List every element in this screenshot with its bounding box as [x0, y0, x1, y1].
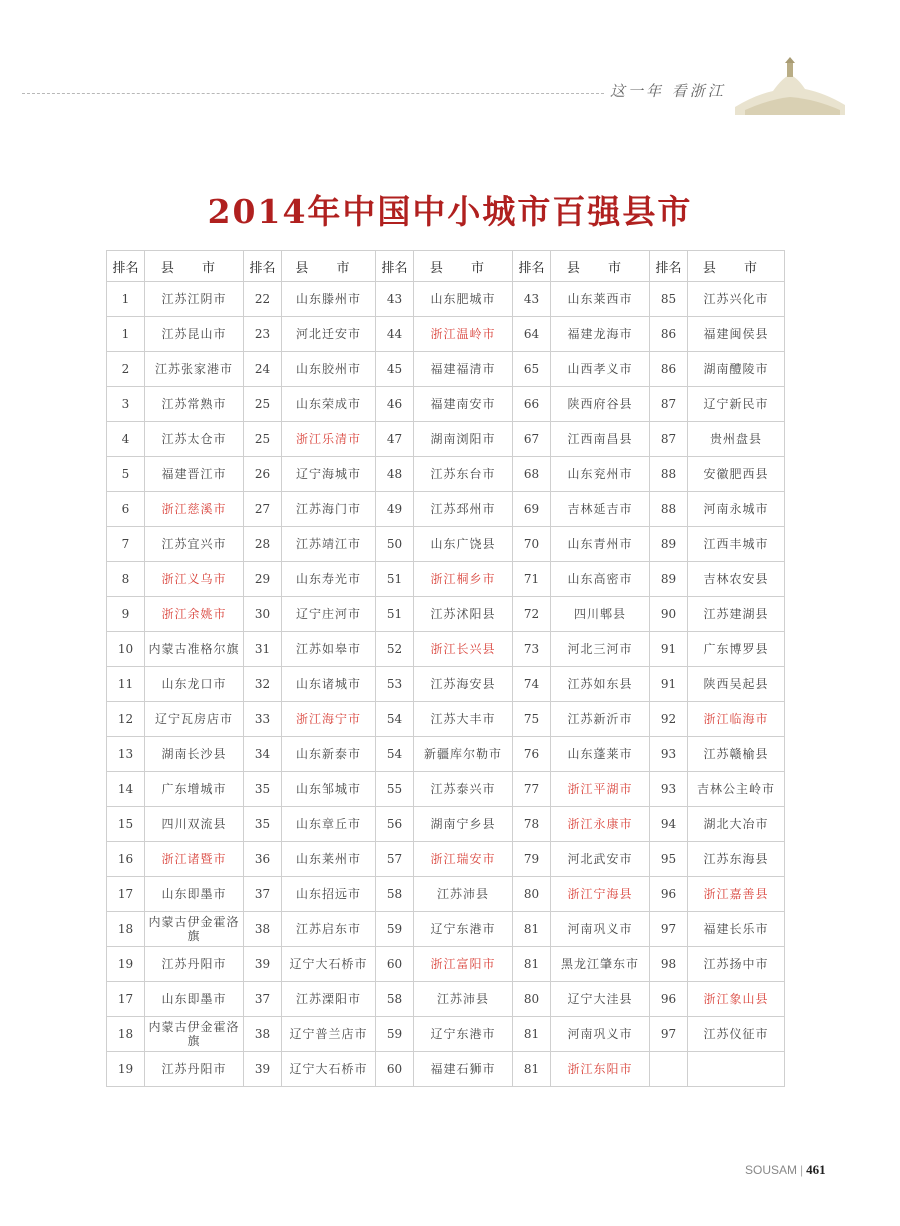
county-cell: 广东博罗县 [688, 632, 785, 667]
rank-cell: 8 [107, 562, 145, 597]
rank-cell: 45 [376, 352, 414, 387]
page-footer [745, 1162, 826, 1178]
rank-cell: 13 [107, 737, 145, 772]
county-cell: 江苏昆山市 [145, 317, 244, 352]
county-cell: 江苏仪征市 [688, 1017, 785, 1052]
county-cell: 江苏启东市 [282, 912, 376, 947]
rank-cell: 77 [513, 772, 551, 807]
rank-cell: 74 [513, 667, 551, 702]
rank-cell: 37 [244, 877, 282, 912]
column-header-rank: 排名 [513, 251, 551, 282]
county-cell: 江苏丹阳市 [145, 947, 244, 982]
rank-cell: 18 [107, 1017, 145, 1052]
rank-cell: 33 [244, 702, 282, 737]
county-cell: 江苏丹阳市 [145, 1052, 244, 1087]
county-cell-zhejiang: 浙江平湖市 [551, 772, 650, 807]
county-cell: 河南永城市 [688, 492, 785, 527]
county-cell: 山东诸城市 [282, 667, 376, 702]
rank-cell: 66 [513, 387, 551, 422]
county-cell: 湖北大冶市 [688, 807, 785, 842]
rank-cell: 81 [513, 1017, 551, 1052]
county-cell: 江苏东海县 [688, 842, 785, 877]
rank-cell: 56 [376, 807, 414, 842]
rank-cell: 49 [376, 492, 414, 527]
county-cell: 内蒙古伊金霍洛旗 [145, 912, 244, 947]
table-row [107, 457, 785, 492]
county-cell: 贵州盘县 [688, 422, 785, 457]
rank-cell: 76 [513, 737, 551, 772]
rank-cell: 16 [107, 842, 145, 877]
table-row [107, 737, 785, 772]
ranking-table [106, 250, 785, 1087]
county-cell-zhejiang: 浙江永康市 [551, 807, 650, 842]
rank-cell: 14 [107, 772, 145, 807]
table-row [107, 352, 785, 387]
table-row [107, 422, 785, 457]
county-cell: 河北武安市 [551, 842, 650, 877]
rank-cell: 43 [513, 282, 551, 317]
county-cell: 山东广饶县 [414, 527, 513, 562]
county-cell: 江苏宜兴市 [145, 527, 244, 562]
rank-cell: 81 [513, 947, 551, 982]
rank-cell: 5 [107, 457, 145, 492]
rank-cell: 80 [513, 877, 551, 912]
county-cell-zhejiang: 浙江乐清市 [282, 422, 376, 457]
county-cell: 河北迁安市 [282, 317, 376, 352]
county-cell: 新疆库尔勒市 [414, 737, 513, 772]
rank-cell: 86 [650, 317, 688, 352]
rank-cell: 12 [107, 702, 145, 737]
rank-cell: 97 [650, 1017, 688, 1052]
rank-cell: 17 [107, 877, 145, 912]
header-dashed-rule [22, 93, 604, 94]
rank-cell: 52 [376, 632, 414, 667]
county-cell: 辽宁普兰店市 [282, 1017, 376, 1052]
county-cell: 山东莱西市 [551, 282, 650, 317]
table-row [107, 597, 785, 632]
rank-cell: 95 [650, 842, 688, 877]
county-cell: 江苏建湖县 [688, 597, 785, 632]
table-row [107, 492, 785, 527]
table-row [107, 667, 785, 702]
county-cell: 江苏常熟市 [145, 387, 244, 422]
county-cell: 山东胶州市 [282, 352, 376, 387]
county-cell: 江苏靖江市 [282, 527, 376, 562]
county-cell: 辽宁大洼县 [551, 982, 650, 1017]
county-cell: 江苏张家港市 [145, 352, 244, 387]
county-cell: 四川双流县 [145, 807, 244, 842]
county-cell: 福建龙海市 [551, 317, 650, 352]
rank-cell: 81 [513, 912, 551, 947]
county-cell: 山东兖州市 [551, 457, 650, 492]
county-cell-zhejiang: 浙江桐乡市 [414, 562, 513, 597]
column-header-county: 县 市 [145, 251, 244, 282]
column-header-county: 县 市 [688, 251, 785, 282]
county-cell: 山东新泰市 [282, 737, 376, 772]
rank-cell: 29 [244, 562, 282, 597]
rank-cell: 87 [650, 422, 688, 457]
table-row [107, 632, 785, 667]
table-row [107, 877, 785, 912]
rank-cell: 32 [244, 667, 282, 702]
county-cell-zhejiang: 浙江富阳市 [414, 947, 513, 982]
county-cell: 陕西府谷县 [551, 387, 650, 422]
county-cell: 江苏太仓市 [145, 422, 244, 457]
county-cell: 山东章丘市 [282, 807, 376, 842]
county-cell-zhejiang: 浙江余姚市 [145, 597, 244, 632]
rank-cell: 22 [244, 282, 282, 317]
county-cell-zhejiang: 浙江温岭市 [414, 317, 513, 352]
rank-cell: 30 [244, 597, 282, 632]
rank-cell: 53 [376, 667, 414, 702]
table-row [107, 807, 785, 842]
county-cell: 江苏沛县 [414, 877, 513, 912]
rank-cell: 18 [107, 912, 145, 947]
rank-cell: 96 [650, 877, 688, 912]
county-cell: 江苏新沂市 [551, 702, 650, 737]
rank-cell: 98 [650, 947, 688, 982]
county-cell: 江苏兴化市 [688, 282, 785, 317]
county-cell: 广东增城市 [145, 772, 244, 807]
rank-cell: 28 [244, 527, 282, 562]
county-cell: 福建长乐市 [688, 912, 785, 947]
rank-cell: 58 [376, 877, 414, 912]
table-row [107, 982, 785, 1017]
column-header-county: 县 市 [282, 251, 376, 282]
column-header-county: 县 市 [551, 251, 650, 282]
county-cell: 山东邹城市 [282, 772, 376, 807]
county-cell: 山东高密市 [551, 562, 650, 597]
county-cell-zhejiang: 浙江东阳市 [551, 1052, 650, 1087]
rank-cell: 79 [513, 842, 551, 877]
rank-cell: 48 [376, 457, 414, 492]
county-cell: 山西孝义市 [551, 352, 650, 387]
county-cell: 山东蓬莱市 [551, 737, 650, 772]
county-cell: 安徽肥西县 [688, 457, 785, 492]
rank-cell: 11 [107, 667, 145, 702]
county-cell-zhejiang: 浙江义乌市 [145, 562, 244, 597]
county-cell: 江苏泰兴市 [414, 772, 513, 807]
rank-cell: 7 [107, 527, 145, 562]
rank-cell: 19 [107, 1052, 145, 1087]
county-cell: 山东寿光市 [282, 562, 376, 597]
rank-cell: 75 [513, 702, 551, 737]
county-cell: 江苏海门市 [282, 492, 376, 527]
rank-cell: 88 [650, 457, 688, 492]
rank-cell: 91 [650, 667, 688, 702]
column-header-county: 县 市 [414, 251, 513, 282]
rank-cell: 19 [107, 947, 145, 982]
rank-cell: 2 [107, 352, 145, 387]
county-cell: 江苏邳州市 [414, 492, 513, 527]
rank-cell: 15 [107, 807, 145, 842]
table-row [107, 947, 785, 982]
county-cell-zhejiang: 浙江嘉善县 [688, 877, 785, 912]
county-cell: 辽宁海城市 [282, 457, 376, 492]
county-cell: 福建石狮市 [414, 1052, 513, 1087]
rank-cell: 1 [107, 317, 145, 352]
county-cell: 山东滕州市 [282, 282, 376, 317]
county-cell: 辽宁东港市 [414, 912, 513, 947]
rank-cell: 85 [650, 282, 688, 317]
county-cell-zhejiang: 浙江海宁市 [282, 702, 376, 737]
rank-cell: 6 [107, 492, 145, 527]
rank-cell: 23 [244, 317, 282, 352]
rank-cell: 60 [376, 947, 414, 982]
county-cell: 江苏江阴市 [145, 282, 244, 317]
county-cell: 江苏扬中市 [688, 947, 785, 982]
rank-cell: 25 [244, 387, 282, 422]
rank-cell: 31 [244, 632, 282, 667]
rank-cell: 34 [244, 737, 282, 772]
rank-cell: 44 [376, 317, 414, 352]
county-cell: 江苏溧阳市 [282, 982, 376, 1017]
table-row [107, 527, 785, 562]
table-row [107, 702, 785, 737]
rank-cell: 50 [376, 527, 414, 562]
county-cell-zhejiang: 浙江长兴县 [414, 632, 513, 667]
rank-cell: 25 [244, 422, 282, 457]
rank-cell: 89 [650, 527, 688, 562]
county-cell: 辽宁新民市 [688, 387, 785, 422]
rank-cell: 80 [513, 982, 551, 1017]
county-cell: 吉林延吉市 [551, 492, 650, 527]
county-cell: 福建闽侯县 [688, 317, 785, 352]
county-cell: 山东龙口市 [145, 667, 244, 702]
county-cell: 辽宁大石桥市 [282, 1052, 376, 1087]
county-cell: 江苏赣榆县 [688, 737, 785, 772]
county-cell: 湖南浏阳市 [414, 422, 513, 457]
rank-cell: 27 [244, 492, 282, 527]
page-title: 2014年中国中小城市百强县市 [207, 192, 693, 231]
county-cell: 江苏大丰市 [414, 702, 513, 737]
county-cell: 山东即墨市 [145, 982, 244, 1017]
rank-cell: 38 [244, 912, 282, 947]
county-cell: 山东荣成市 [282, 387, 376, 422]
table-row [107, 282, 785, 317]
rank-cell: 59 [376, 1017, 414, 1052]
county-cell-zhejiang: 浙江诸暨市 [145, 842, 244, 877]
table-row [107, 387, 785, 422]
section-title: 这一年 看浙江 [610, 82, 726, 100]
rank-cell: 91 [650, 632, 688, 667]
rank-cell: 10 [107, 632, 145, 667]
rank-cell: 1 [107, 282, 145, 317]
rank-cell: 72 [513, 597, 551, 632]
county-cell: 河南巩义市 [551, 1017, 650, 1052]
table-row [107, 1017, 785, 1052]
rank-cell: 69 [513, 492, 551, 527]
rank-cell: 43 [376, 282, 414, 317]
county-cell: 湖南醴陵市 [688, 352, 785, 387]
county-cell: 湖南宁乡县 [414, 807, 513, 842]
table-header-row [107, 251, 785, 282]
county-cell: 辽宁瓦房店市 [145, 702, 244, 737]
table-row [107, 317, 785, 352]
county-cell: 江苏沛县 [414, 982, 513, 1017]
rank-cell: 93 [650, 737, 688, 772]
footer-brand: SOUSAM [745, 1163, 798, 1177]
rank-cell: 26 [244, 457, 282, 492]
rank-cell: 58 [376, 982, 414, 1017]
rank-cell: 38 [244, 1017, 282, 1052]
county-cell: 吉林农安县 [688, 562, 785, 597]
county-cell: 陕西吴起县 [688, 667, 785, 702]
rank-cell: 17 [107, 982, 145, 1017]
county-cell: 山东莱州市 [282, 842, 376, 877]
rank-cell: 35 [244, 772, 282, 807]
county-cell: 江西丰城市 [688, 527, 785, 562]
table-row [107, 772, 785, 807]
county-cell: 辽宁大石桥市 [282, 947, 376, 982]
rank-cell: 54 [376, 737, 414, 772]
table-body [107, 282, 785, 1087]
rank-cell: 87 [650, 387, 688, 422]
rank-cell: 71 [513, 562, 551, 597]
rank-cell: 92 [650, 702, 688, 737]
rank-cell: 55 [376, 772, 414, 807]
rank-cell: 64 [513, 317, 551, 352]
table-row [107, 1052, 785, 1087]
rank-cell: 39 [244, 1052, 282, 1087]
table-row [107, 842, 785, 877]
county-cell: 江苏如皋市 [282, 632, 376, 667]
county-cell: 山东即墨市 [145, 877, 244, 912]
county-cell-zhejiang: 浙江象山县 [688, 982, 785, 1017]
county-cell: 福建福清市 [414, 352, 513, 387]
rank-cell: 88 [650, 492, 688, 527]
rank-cell: 54 [376, 702, 414, 737]
rank-cell: 86 [650, 352, 688, 387]
rank-cell: 89 [650, 562, 688, 597]
rank-cell: 37 [244, 982, 282, 1017]
rank-cell: 60 [376, 1052, 414, 1087]
county-cell: 江苏海安县 [414, 667, 513, 702]
rank-cell: 51 [376, 597, 414, 632]
county-cell: 四川郫县 [551, 597, 650, 632]
rank-cell: 59 [376, 912, 414, 947]
county-cell: 黑龙江肇东市 [551, 947, 650, 982]
table-row [107, 912, 785, 947]
column-header-rank: 排名 [107, 251, 145, 282]
footer-separator: | [800, 1163, 804, 1177]
county-cell: 吉林公主岭市 [688, 772, 785, 807]
county-cell: 江苏沭阳县 [414, 597, 513, 632]
rank-cell: 93 [650, 772, 688, 807]
column-header-rank: 排名 [650, 251, 688, 282]
rank-cell: 4 [107, 422, 145, 457]
column-header-rank: 排名 [376, 251, 414, 282]
county-cell-zhejiang: 浙江慈溪市 [145, 492, 244, 527]
table-row [107, 562, 785, 597]
county-cell: 福建晋江市 [145, 457, 244, 492]
rank-cell: 96 [650, 982, 688, 1017]
county-cell: 山东青州市 [551, 527, 650, 562]
rank-cell: 70 [513, 527, 551, 562]
county-cell: 山东肥城市 [414, 282, 513, 317]
county-cell-zhejiang: 浙江宁海县 [551, 877, 650, 912]
rank-cell: 94 [650, 807, 688, 842]
rank-cell: 68 [513, 457, 551, 492]
column-header-rank: 排名 [244, 251, 282, 282]
rank-cell: 78 [513, 807, 551, 842]
county-cell [688, 1052, 785, 1087]
county-cell: 江苏如东县 [551, 667, 650, 702]
rank-cell: 47 [376, 422, 414, 457]
county-cell: 福建南安市 [414, 387, 513, 422]
rank-cell: 24 [244, 352, 282, 387]
county-cell: 内蒙古伊金霍洛旗 [145, 1017, 244, 1052]
rank-cell: 97 [650, 912, 688, 947]
rank-cell: 57 [376, 842, 414, 877]
county-cell-zhejiang: 浙江临海市 [688, 702, 785, 737]
rank-cell: 3 [107, 387, 145, 422]
county-cell: 江苏东台市 [414, 457, 513, 492]
county-cell-zhejiang: 浙江瑞安市 [414, 842, 513, 877]
rank-cell [650, 1052, 688, 1087]
county-cell: 内蒙古准格尔旗 [145, 632, 244, 667]
county-cell: 河南巩义市 [551, 912, 650, 947]
county-cell: 湖南长沙县 [145, 737, 244, 772]
rank-cell: 39 [244, 947, 282, 982]
county-cell: 辽宁庄河市 [282, 597, 376, 632]
county-cell: 辽宁东港市 [414, 1017, 513, 1052]
rank-cell: 90 [650, 597, 688, 632]
rank-cell: 67 [513, 422, 551, 457]
rank-cell: 81 [513, 1052, 551, 1087]
mountain-pagoda-icon [735, 55, 845, 115]
rank-cell: 36 [244, 842, 282, 877]
county-cell: 河北三河市 [551, 632, 650, 667]
rank-cell: 46 [376, 387, 414, 422]
county-cell: 江西南昌县 [551, 422, 650, 457]
page-number: 461 [806, 1162, 826, 1177]
rank-cell: 51 [376, 562, 414, 597]
rank-cell: 73 [513, 632, 551, 667]
rank-cell: 9 [107, 597, 145, 632]
rank-cell: 65 [513, 352, 551, 387]
county-cell: 山东招远市 [282, 877, 376, 912]
rank-cell: 35 [244, 807, 282, 842]
